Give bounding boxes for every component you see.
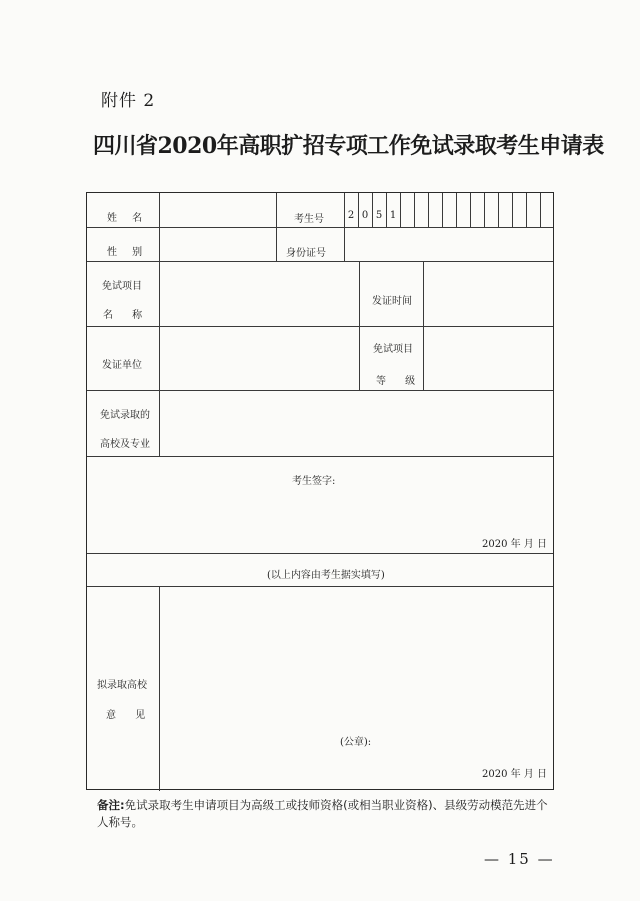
- digit-cell-border: [428, 193, 429, 227]
- attachment-label: 附件 2: [101, 91, 156, 111]
- school-opinion-label-2: 意 见: [106, 710, 154, 721]
- footnote: [97, 797, 557, 831]
- digit-cell-border: [414, 193, 415, 227]
- row-divider: [87, 261, 553, 262]
- exam-number-digit: 0: [361, 210, 369, 221]
- exempt-level-grade-label: 等 级: [376, 376, 424, 387]
- opinion-date: 2020 年 月 日: [482, 769, 547, 780]
- signature-label: 考生签字:: [292, 476, 336, 487]
- row-divider: [87, 326, 553, 327]
- digit-cell-border: [442, 193, 443, 227]
- col-divider: [359, 261, 360, 390]
- digit-cell-border: [498, 193, 499, 227]
- footnote-text: 免试录取考生申请项目为高级工或技师资格(或相当职业资格)、县级劳动模范先进个人称号。: [97, 798, 548, 829]
- exam-number-label: 考生号: [294, 214, 324, 225]
- digit-cell-border: [526, 193, 527, 227]
- exempt-level-label: 免试项目: [373, 344, 413, 355]
- digit-cell-border: [484, 193, 485, 227]
- col-divider: [159, 193, 160, 456]
- digit-cell-border: [512, 193, 513, 227]
- gender-label: 性 别: [107, 247, 149, 258]
- footnote-label: 备注:: [97, 798, 125, 812]
- digit-cell-border: [456, 193, 457, 227]
- exempt-item-name-label: 名 称: [103, 310, 151, 321]
- issue-time-label: 发证时间: [372, 296, 412, 307]
- col-divider: [159, 586, 160, 791]
- school-major-label-2: 高校及专业: [100, 439, 150, 450]
- col-divider: [344, 227, 345, 261]
- fill-instruction: (以上内容由考生据实填写): [267, 570, 385, 581]
- row-divider: [87, 586, 553, 587]
- exam-number-digit: 5: [375, 210, 383, 221]
- application-form-table: [86, 192, 554, 790]
- digit-cell-border: [400, 193, 401, 227]
- exam-number-digit: 2: [347, 210, 355, 221]
- issuer-label: 发证单位: [102, 360, 142, 371]
- row-divider: [87, 227, 553, 228]
- col-divider: [276, 193, 277, 261]
- signature-date: 2020 年 月 日: [482, 539, 547, 550]
- exam-number-digit: 1: [389, 210, 397, 221]
- id-number-label: 身份证号: [286, 248, 326, 259]
- school-major-label: 免试录取的: [100, 410, 150, 421]
- digit-cell-border: [540, 193, 541, 227]
- name-label: 姓 名: [107, 213, 149, 224]
- row-divider: [87, 390, 553, 391]
- col-divider: [423, 261, 424, 390]
- official-seal-label: (公章):: [340, 737, 372, 748]
- school-opinion-label: 拟录取高校: [97, 680, 147, 691]
- digit-cell-border: [470, 193, 471, 227]
- row-divider: [87, 553, 553, 554]
- page-number: — 15 —: [484, 850, 555, 868]
- row-divider: [87, 456, 553, 457]
- form-title: 四川省2020年高职扩招专项工作免试录取考生申请表: [93, 133, 604, 159]
- exempt-item-label: 免试项目: [102, 281, 142, 292]
